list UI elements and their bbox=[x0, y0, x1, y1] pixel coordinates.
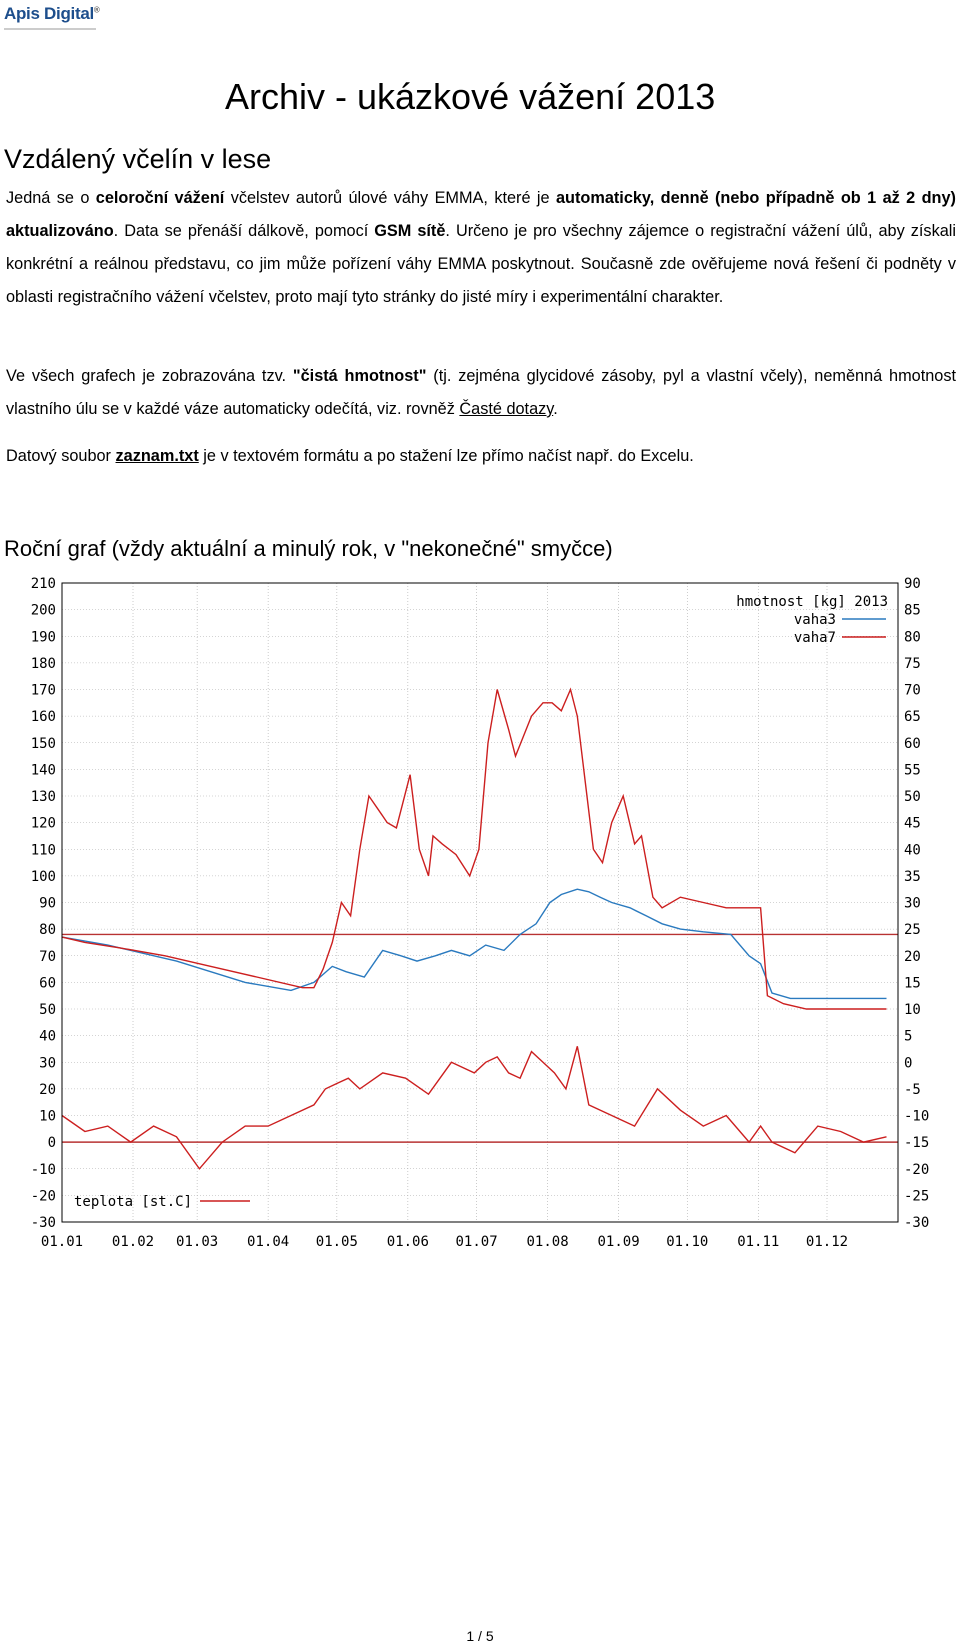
page-title: Archiv - ukázkové vážení 2013 bbox=[225, 76, 716, 117]
y-left-tick-label: 50 bbox=[39, 1002, 56, 1018]
legend-title: hmotnost [kg] 2013 bbox=[736, 594, 888, 610]
section-title: Roční graf (vždy aktuální a minulý rok, v "nekonečné" smyčce) bbox=[4, 536, 613, 561]
logo-text: Apis Digital bbox=[4, 4, 94, 23]
y-left-tick-label: 100 bbox=[30, 868, 56, 885]
datafile-paragraph bbox=[6, 440, 956, 473]
y-right-tick-label: 10 bbox=[904, 1002, 921, 1018]
y-left-tick-label: 60 bbox=[39, 975, 56, 992]
y-left-tick-label: 10 bbox=[39, 1108, 56, 1125]
y-right-tick-label: -30 bbox=[904, 1215, 930, 1231]
y-left-tick-label: 80 bbox=[39, 922, 56, 939]
page-subtitle: Vzdálený včelín v lese bbox=[4, 144, 272, 174]
y-left-tick-label: -30 bbox=[30, 1215, 56, 1231]
y-right-tick-label: 15 bbox=[904, 975, 921, 992]
text-run: GSM sítě bbox=[374, 222, 446, 240]
y-right-tick-label: 20 bbox=[904, 948, 921, 965]
y-left-tick-label: 150 bbox=[30, 735, 56, 752]
annual-weight-chart bbox=[0, 570, 960, 1250]
y-right-tick-label: 60 bbox=[904, 735, 921, 752]
x-tick-label: 01.07 bbox=[455, 1234, 498, 1250]
text-run: . bbox=[553, 400, 558, 418]
y-right-tick-label: 30 bbox=[904, 895, 921, 912]
y-left-tick-label: 120 bbox=[30, 815, 56, 832]
legend-label-vaha7: vaha7 bbox=[793, 630, 836, 646]
y-left-tick-label: 0 bbox=[47, 1135, 56, 1152]
x-tick-label: 01.09 bbox=[597, 1234, 640, 1250]
y-left-tick-label: 140 bbox=[30, 762, 56, 779]
y-right-tick-label: 85 bbox=[904, 602, 921, 619]
y-right-tick-label: 35 bbox=[904, 868, 921, 885]
y-right-tick-label: -25 bbox=[904, 1188, 930, 1205]
inline-link[interactable]: zaznam.txt bbox=[115, 447, 199, 465]
text-run: . Data se přenáší dálkově, pomocí bbox=[113, 222, 375, 240]
x-tick-label: 01.11 bbox=[737, 1234, 780, 1250]
registered-mark: ® bbox=[93, 5, 100, 15]
y-left-tick-label: 210 bbox=[30, 576, 56, 592]
y-left-tick-label: -10 bbox=[30, 1161, 56, 1178]
y-left-tick-label: 190 bbox=[30, 629, 56, 646]
y-right-tick-label: 40 bbox=[904, 842, 921, 859]
y-right-tick-label: 25 bbox=[904, 922, 921, 939]
inline-link[interactable]: Časté dotazy bbox=[459, 400, 554, 418]
x-tick-label: 01.08 bbox=[526, 1234, 569, 1250]
y-right-tick-label: 55 bbox=[904, 762, 921, 779]
logo-underline bbox=[4, 28, 96, 30]
y-left-tick-label: 160 bbox=[30, 709, 56, 726]
text-run: . Určeno je pro všechny zájemce o registrační vážení úlů, aby získali konkrétní a reálnou představu, co jim může pořízení váhy EMMA poskytnout. Současně zde ověřujeme nová řešení či podněty v oblasti registračního vážení včelstev, proto mají tyto stránky do jisté míry i experimentální charakter. bbox=[6, 222, 956, 306]
text-run: Ve všech grafech je zobrazována tzv. bbox=[6, 367, 293, 385]
text-run: automaticky, denně (nebo případně ob 1 až 2 dny) aktualizováno bbox=[6, 189, 956, 240]
text-run: Datový soubor bbox=[6, 447, 116, 465]
x-tick-label: 01.03 bbox=[176, 1234, 219, 1250]
x-tick-label: 01.04 bbox=[247, 1234, 290, 1250]
y-right-tick-label: 5 bbox=[904, 1028, 913, 1045]
x-tick-label: 01.10 bbox=[666, 1234, 709, 1250]
y-left-tick-label: 70 bbox=[39, 948, 56, 965]
text-run: Jedná se o bbox=[6, 189, 96, 207]
x-tick-label: 01.06 bbox=[386, 1234, 429, 1250]
plot-frame bbox=[62, 583, 898, 1222]
series-line-teplota bbox=[62, 1046, 887, 1169]
x-tick-label: 01.12 bbox=[805, 1234, 849, 1250]
y-left-tick-label: 200 bbox=[30, 602, 56, 619]
y-left-tick-label: 180 bbox=[30, 655, 56, 672]
x-tick-label: 01.01 bbox=[40, 1234, 84, 1250]
legend-label-vaha3: vaha3 bbox=[793, 612, 836, 628]
y-left-tick-label: 20 bbox=[39, 1081, 56, 1098]
y-left-tick-label: 90 bbox=[39, 895, 56, 912]
brand-logo[interactable] bbox=[4, 4, 100, 24]
legend-label-teplota: teplota [st.C] bbox=[74, 1194, 193, 1210]
y-right-tick-label: 0 bbox=[904, 1055, 913, 1072]
text-run: (tj. zejména glycidové zásoby, pyl a vlastní včely), neměnná hmotnost vlastního úlu se v každé váze automaticky odečítá, viz. rovněž bbox=[6, 367, 957, 418]
y-left-tick-label: 40 bbox=[39, 1028, 56, 1045]
text-run: včelstev autorů úlové váhy EMMA, které je bbox=[224, 189, 556, 207]
y-right-tick-label: 65 bbox=[904, 709, 921, 726]
y-right-tick-label: -10 bbox=[904, 1108, 930, 1125]
y-right-tick-label: -20 bbox=[904, 1161, 930, 1178]
y-right-tick-label: 70 bbox=[904, 682, 921, 699]
y-left-tick-label: 110 bbox=[30, 842, 56, 859]
y-right-tick-label: 75 bbox=[904, 655, 921, 672]
y-right-tick-label: -15 bbox=[904, 1135, 930, 1152]
text-run: je v textovém formátu a po stažení lze přímo načíst např. do Excelu. bbox=[198, 447, 694, 465]
intro-paragraph bbox=[6, 182, 956, 314]
page-number: 1 / 5 bbox=[466, 1628, 494, 1644]
y-right-tick-label: 90 bbox=[904, 576, 921, 592]
y-left-tick-label: 170 bbox=[30, 682, 56, 699]
y-right-tick-label: 50 bbox=[904, 789, 921, 805]
y-right-tick-label: 45 bbox=[904, 815, 921, 832]
y-right-tick-label: 80 bbox=[904, 629, 921, 646]
x-tick-label: 01.02 bbox=[111, 1234, 155, 1250]
text-run: celoroční vážení bbox=[95, 189, 225, 207]
y-right-tick-label: -5 bbox=[904, 1081, 921, 1098]
net-weight-paragraph bbox=[6, 360, 956, 426]
text-run: "čistá hmotnost" bbox=[292, 367, 427, 385]
y-left-tick-label: 130 bbox=[30, 789, 56, 805]
y-left-tick-label: -20 bbox=[30, 1188, 56, 1205]
y-left-tick-label: 30 bbox=[39, 1055, 56, 1072]
x-tick-label: 01.05 bbox=[315, 1234, 358, 1250]
